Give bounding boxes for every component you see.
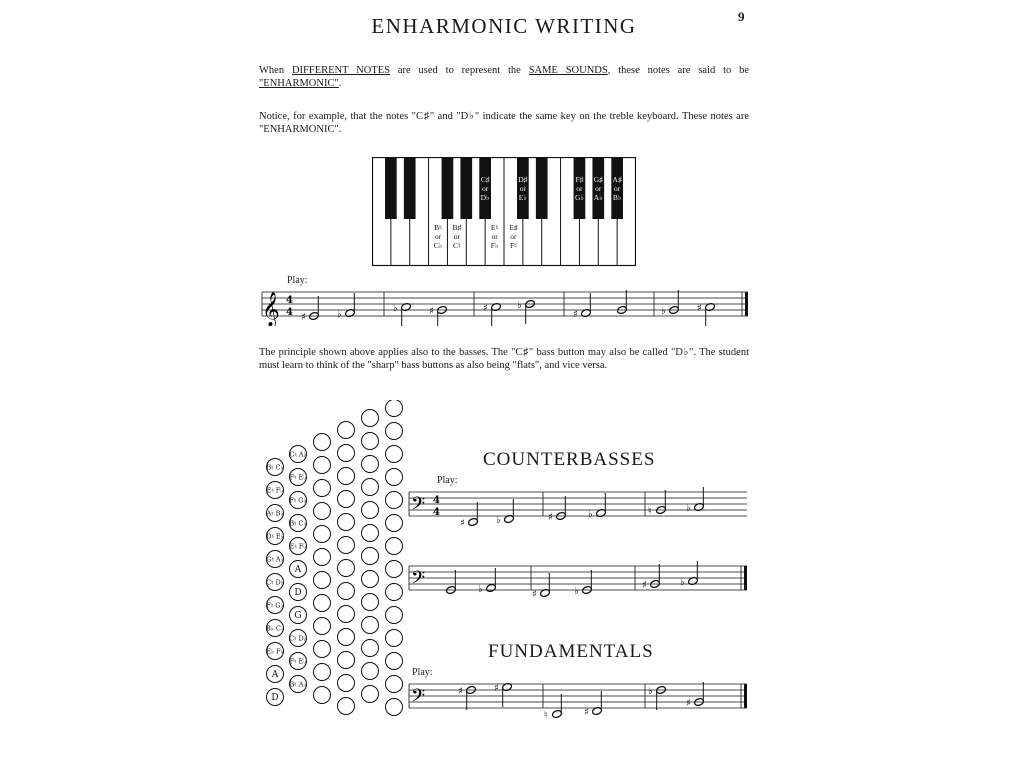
bass-button-label: C♮ D♭ — [289, 634, 307, 643]
time-signature-icon: 4 — [286, 307, 293, 318]
bass-button — [362, 548, 379, 565]
black-key-label: D♯ or E♭ — [518, 175, 528, 202]
accidental-icon: ♭ — [478, 584, 483, 595]
play-label: Play: — [412, 667, 433, 678]
keyboard-labels — [372, 157, 636, 267]
bass-button — [386, 515, 403, 532]
bass-button — [386, 653, 403, 670]
bass-button — [362, 571, 379, 588]
bass-button-label: B♮ A♭ — [289, 680, 307, 689]
bass-button-label: C♮ A♭ — [289, 450, 307, 459]
accidental-icon: ♭ — [588, 509, 593, 520]
bass-button — [386, 423, 403, 440]
bass-button-label: B♭ C♭ — [266, 624, 284, 633]
bass-button — [362, 502, 379, 519]
bass-button — [338, 537, 355, 554]
bass-button — [362, 433, 379, 450]
bass-button — [386, 492, 403, 509]
counterbass-staff-1 — [407, 486, 751, 526]
bass-button — [338, 675, 355, 692]
white-key-label: B♯ or C♮ — [452, 223, 462, 250]
white-key-label: B♮ or C♭ — [433, 223, 443, 250]
bass-button — [338, 652, 355, 669]
bass-button — [362, 617, 379, 634]
accidental-icon: ♯ — [483, 303, 488, 314]
bass-button — [338, 468, 355, 485]
text-run: are used to represent the — [390, 65, 529, 76]
accidental-icon: ♭ — [517, 300, 522, 311]
bass-button-label: F♮ G♭ — [289, 496, 307, 505]
bass-button — [362, 456, 379, 473]
bass-clef-icon: 𝄢 — [411, 568, 426, 593]
accidental-icon: ♯ — [573, 309, 578, 320]
bass-button — [314, 687, 331, 704]
treble-staff — [258, 286, 750, 326]
bass-button — [362, 594, 379, 611]
bass-button — [314, 434, 331, 451]
bass-button-label: D♮ E♭ — [266, 532, 284, 541]
bass-button — [314, 526, 331, 543]
accidental-icon: ♯ — [458, 686, 463, 697]
accidental-icon: ♯ — [494, 683, 499, 694]
time-signature-icon: 4 — [433, 495, 440, 506]
accidental-icon: ♭ — [661, 306, 666, 317]
bass-button-label: A♮ B♭ — [266, 509, 284, 518]
white-key-label: E♮ or F♭ — [490, 223, 499, 250]
accidental-icon: ♯ — [642, 580, 647, 591]
text-run: When — [259, 65, 292, 76]
underlined-term: DIFFERENT NOTES — [291, 65, 391, 76]
bass-paragraph: The principle shown above applies also to the basses. The "C♯" bass button may also be called "D♭". The student must learn to think of the "sharp" bass buttons as also being "flats", and vice versa. — [259, 347, 749, 371]
bass-button — [338, 445, 355, 462]
bass-button — [362, 663, 379, 680]
bass-button — [386, 561, 403, 578]
underlined-term: SAME SOUNDS — [528, 65, 608, 76]
text-run: , these notes are said to be — [607, 65, 750, 76]
bass-button — [362, 479, 379, 496]
accidental-icon: ♯ — [686, 698, 691, 709]
fundamentals-heading: FUNDAMENTALS — [488, 641, 654, 662]
bass-button-label: C♮ D♭ — [266, 578, 284, 587]
black-key-label: F♯ or G♭ — [574, 175, 584, 202]
bass-button — [338, 422, 355, 439]
bass-button-label: D — [271, 693, 279, 703]
bass-button — [386, 584, 403, 601]
black-key-label: G♯ or A♭ — [593, 175, 603, 202]
treble-clef-icon: 𝄞 — [262, 292, 280, 326]
bass-button-board — [262, 400, 412, 718]
accidental-icon: ♭ — [680, 577, 685, 588]
bass-button — [338, 514, 355, 531]
bass-button-label: B♮ C♭ — [266, 463, 284, 472]
bass-button — [362, 525, 379, 542]
bass-button-label: F♮ E♭ — [289, 473, 307, 482]
bass-button — [386, 699, 403, 716]
bass-button — [338, 583, 355, 600]
half-note — [468, 517, 479, 526]
bass-button-label: E♭ F♭ — [266, 647, 284, 656]
intro-paragraph-2: Notice, for example, that the notes "C♯" and "D♭" indicate the same key on the treble keyboard. These notes are "ENHARMONIC". — [259, 111, 749, 135]
time-signature-icon: 4 — [286, 295, 293, 306]
accidental-icon: ♯ — [301, 312, 306, 323]
accidental-icon: ♯ — [532, 589, 537, 600]
bass-button — [362, 410, 379, 427]
black-key-label: A♯ or B♭ — [612, 175, 622, 202]
half-note — [552, 709, 563, 718]
bass-button-label: A — [271, 670, 279, 680]
time-signature-icon: 4 — [433, 507, 440, 518]
bass-button — [338, 491, 355, 508]
bass-button — [386, 676, 403, 693]
bass-button-label: D — [294, 588, 302, 598]
bass-button — [314, 503, 331, 520]
underlined-term: "ENHARMONIC" — [259, 78, 339, 89]
counterbasses-heading: COUNTERBASSES — [483, 449, 656, 470]
black-key-label: C♯ or D♭ — [480, 175, 490, 202]
text-run: . — [338, 78, 342, 89]
bass-button-label: A — [294, 565, 302, 575]
bass-button-label: B♮ C♭ — [289, 519, 307, 528]
bass-button — [314, 595, 331, 612]
accidental-icon: ♯ — [584, 707, 589, 718]
bass-clef-icon: 𝄢 — [411, 686, 426, 711]
bass-button — [314, 664, 331, 681]
accidental-icon: ♭ — [686, 503, 691, 514]
accidental-icon: ♭ — [648, 686, 653, 697]
bass-button — [386, 469, 403, 486]
accidental-icon: ♯ — [460, 518, 465, 526]
page-title: ENHARMONIC WRITING — [371, 14, 637, 38]
bass-button — [386, 607, 403, 624]
bass-button — [314, 549, 331, 566]
fundamentals-staff — [407, 678, 751, 720]
bass-button-label: G — [294, 611, 302, 621]
bass-button — [314, 480, 331, 497]
accidental-icon: ♭ — [337, 309, 342, 320]
page-number: 9 — [738, 9, 745, 24]
bass-button — [314, 457, 331, 474]
accidental-icon: ♯ — [548, 512, 553, 523]
bass-button — [362, 686, 379, 703]
play-label: Play: — [437, 475, 458, 486]
accidental-icon: ♭ — [496, 515, 501, 526]
bass-button — [386, 630, 403, 647]
bass-button — [362, 640, 379, 657]
bass-button-label: F♮ E♭ — [289, 657, 307, 666]
bass-button — [386, 446, 403, 463]
bass-button-label: G♮ A♭ — [266, 555, 284, 564]
half-note — [486, 583, 497, 592]
intro-paragraph-1 — [259, 64, 749, 90]
bass-button — [338, 606, 355, 623]
accidental-icon: ♯ — [429, 306, 434, 317]
accidental-icon: ♮ — [648, 506, 652, 517]
accidental-icon: ♮ — [544, 710, 548, 720]
bass-clef-icon: 𝄢 — [411, 494, 426, 519]
accidental-icon: ♯ — [697, 303, 702, 314]
counterbass-staff-2 — [407, 560, 751, 600]
bass-button-label: E♮ F♭ — [289, 542, 307, 551]
bass-button — [338, 629, 355, 646]
bass-button — [386, 538, 403, 555]
bass-button — [338, 698, 355, 715]
accidental-icon: ♭ — [574, 586, 579, 597]
bass-button — [386, 400, 403, 417]
bass-button — [314, 618, 331, 635]
bass-button — [314, 572, 331, 589]
bass-button — [338, 560, 355, 577]
play-label: Play: — [287, 275, 308, 286]
white-key-label: E♯ or F♮ — [509, 223, 518, 250]
bass-button-label: F♮ G♭ — [266, 601, 284, 610]
bass-button — [314, 641, 331, 658]
bass-button-label: E♮ F♭ — [266, 486, 284, 495]
accidental-icon: ♭ — [393, 303, 398, 314]
